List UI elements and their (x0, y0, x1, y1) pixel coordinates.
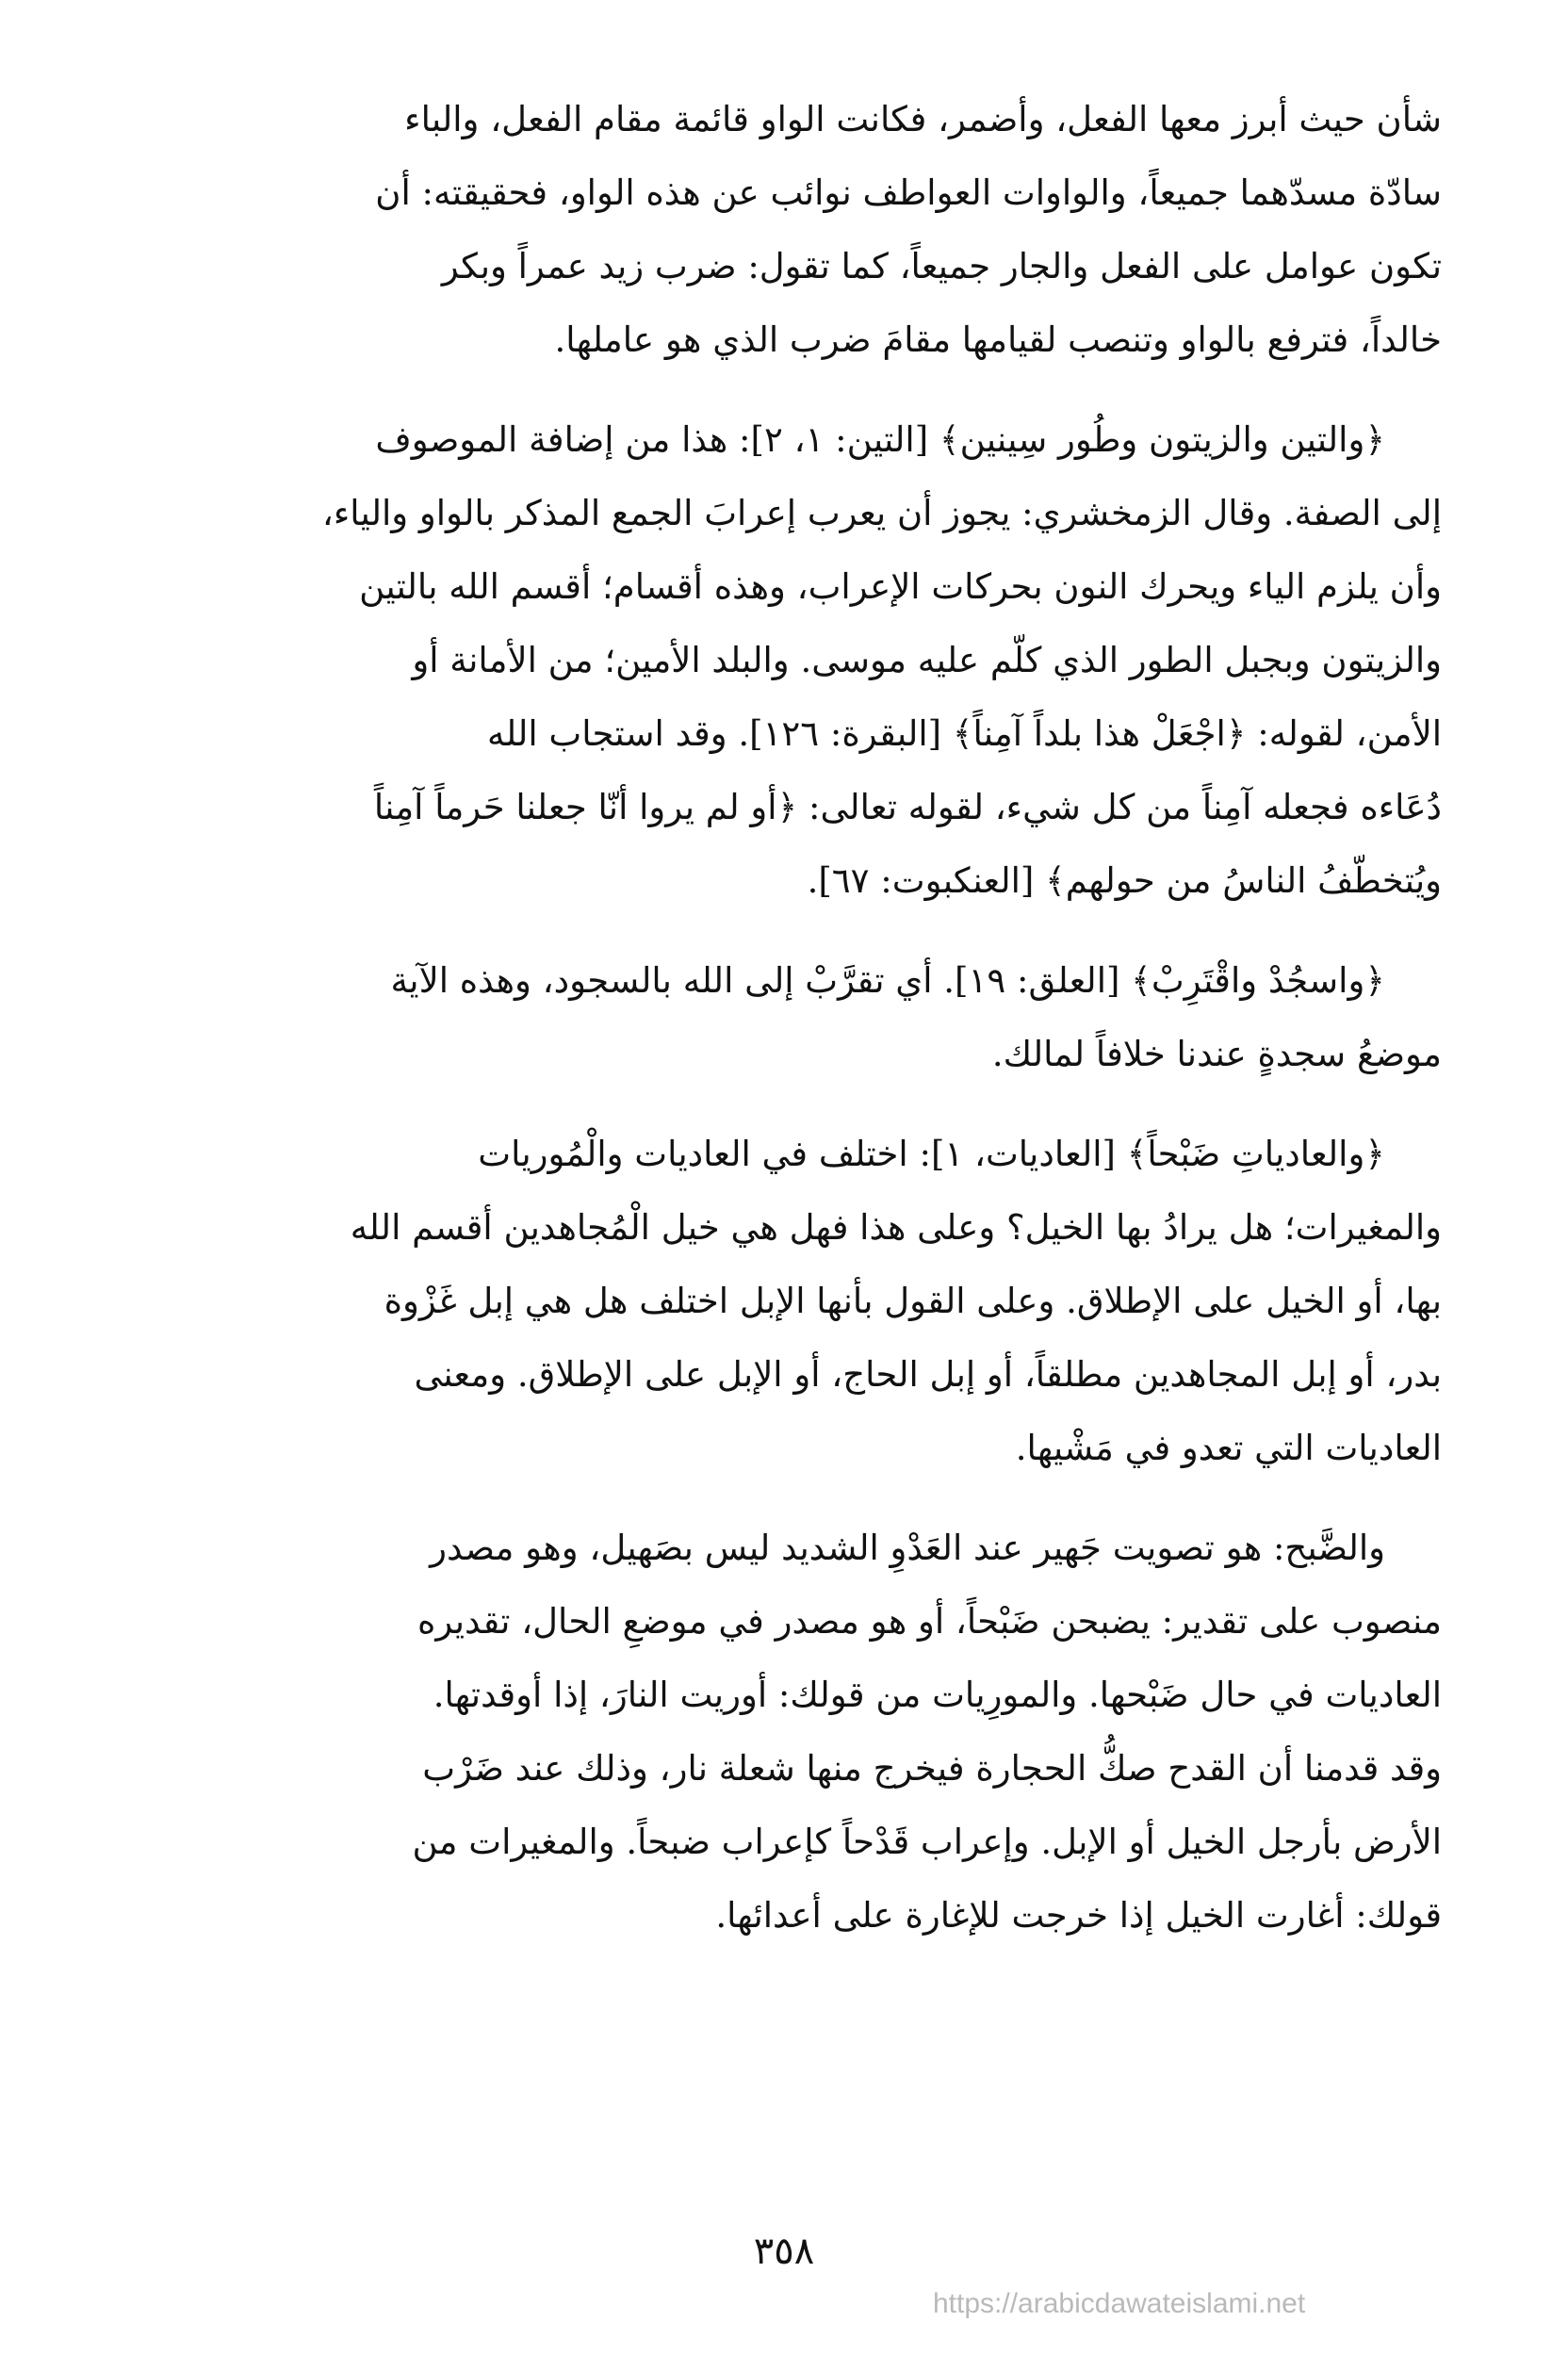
paragraph-4 (132, 1118, 1442, 1485)
text-line: تكون عوامل على الفعل والجار جميعاً، كما تقول: ضرب زيد عمراً وبكر (441, 246, 1442, 286)
text-line: ﴿والتين والزيتون وطُور سِينين﴾ [التين: ١، ٢]: هذا من إضافة الموصوف (375, 419, 1385, 460)
text-line: دُعَاءه فجعله آمِناً من كل شيء، لقوله تعالى: ﴿أو لم يروا أنّا جعلنا حَرماً آمِناً (373, 787, 1442, 827)
text-line: موضعُ سجدةٍ عندنا خلافاً لمالك. (991, 1034, 1442, 1074)
text-line: ويُتخطّفُ الناسُ من حولهم﴾ [العنكبوت: ٦٧]. (807, 860, 1442, 901)
text-line: الأرض بأرجل الخيل أو الإبل. وإعراب قَدْحاً كإعراب ضبحاً. والمغيرات من (412, 1822, 1442, 1862)
text-line: والضَّبح: هو تصويت جَهير عند العَدْوِ الشديد ليس بصَهيل، وهو مصدر (430, 1528, 1385, 1568)
text-line: وأن يلزم الياء ويحرك النون بحركات الإعراب، وهذه أقسام؛ أقسم الله بالتين (359, 566, 1442, 607)
paragraph-1 (132, 83, 1442, 377)
text-line: بها، أو الخيل على الإطلاق. وعلى القول بأنها الإبل اختلف هل هي إبل غَزْوة (384, 1281, 1442, 1321)
paragraph-2 (132, 403, 1442, 918)
text-line: شأن حيث أبرز معها الفعل، وأضمر، فكانت الواو قائمة مقام الفعل، والباء (404, 99, 1442, 139)
text-line: منصوب على تقدير: يضبحن ضَبْحاً، أو هو مصدر في موضعِ الحال، تقديره (416, 1601, 1442, 1642)
text-line: والمغيرات؛ هل يرادُ بها الخيل؟ وعلى هذا فهل هي خيل الْمُجاهدين أقسم الله (350, 1207, 1442, 1248)
page-number: ٣٥٨ (753, 2230, 815, 2273)
text-line: العاديات التي تعدو في مَشْيها. (1015, 1428, 1442, 1468)
text-line: سادّة مسدّهما جميعاً، والواوات العواطف نوائب عن هذه الواو، فحقيقته: أن (375, 172, 1442, 213)
text-line: خالداً، فترفع بالواو وتنصب لقيامها مقامَ ضرب الذي هو عاملها. (554, 319, 1442, 360)
text-line: والزيتون وبجبل الطور الذي كلّم عليه موسى. والبلد الأمين؛ من الأمانة أو (412, 640, 1442, 680)
page-body (132, 83, 1442, 2213)
paragraph-5 (132, 1512, 1442, 1953)
text-line: ﴿والعادياتِ ضَبْحاً﴾ [العاديات، ١]: اختلف في العاديات والْمُوريات (478, 1134, 1385, 1174)
watermark-url: https://arabicdawateislami.net (933, 2288, 1306, 2319)
text-line: ﴿واسجُدْ واقْتَرِبْ﴾ [العلق: ١٩]. أي تقرَّبْ إلى الله بالسجود، وهذه الآية (390, 960, 1385, 1001)
text-line: إلى الصفة. وقال الزمخشري: يجوز أن يعرب إعرابَ الجمع المذكر بالواو والياء، (321, 493, 1442, 533)
text-line: قولك: أغارت الخيل إذا خرجت للإغارة على أعدائها. (715, 1895, 1442, 1936)
text-line: العاديات في حال ضَبْحها. والمورِيات من قولك: أوريت النارَ، إذا أوقدتها. (433, 1675, 1442, 1715)
text-line: وقد قدمنا أن القدح صكُّ الحجارة فيخرج منها شعلة نار، وذلك عند ضَرْب (422, 1748, 1442, 1789)
text-line: بدر، أو إبل المجاهدين مطلقاً، أو إبل الحاج، أو الإبل على الإطلاق. ومعنى (414, 1354, 1442, 1395)
paragraph-3 (132, 944, 1442, 1091)
text-line: الأمن، لقوله: ﴿اجْعَلْ هذا بلداً آمِناً﴾ [البقرة: ١٢٦]. وقد استجاب الله (487, 713, 1442, 754)
